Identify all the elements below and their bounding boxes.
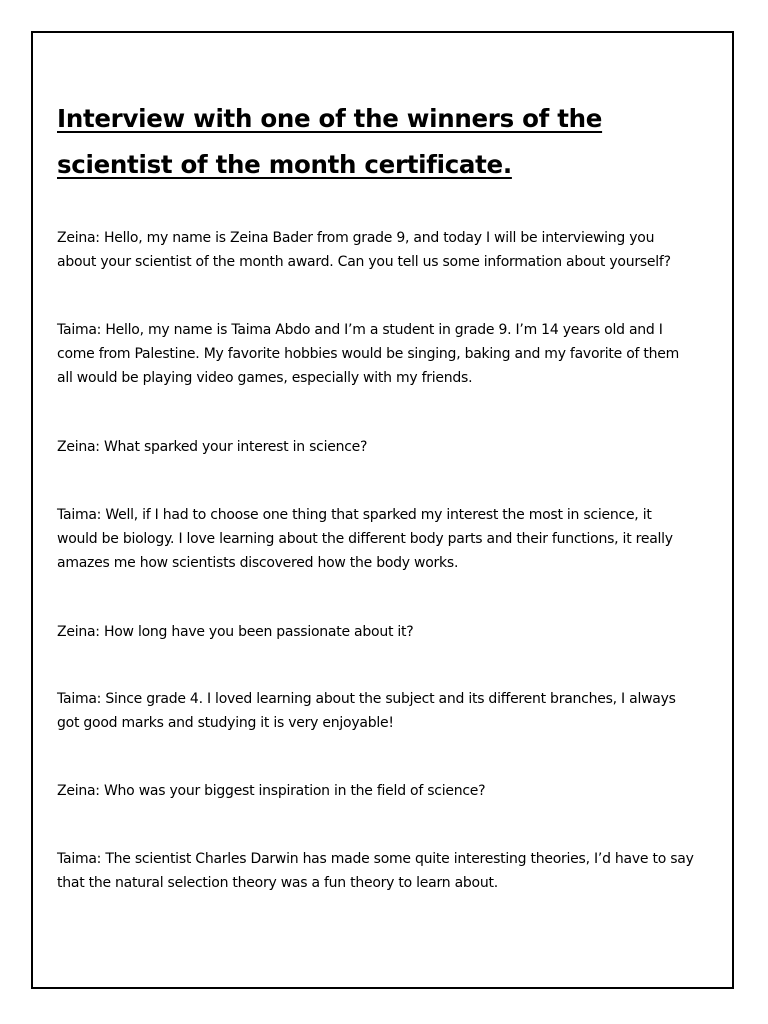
paragraph-line: got good marks and studying it is very enjoyable! [57, 715, 394, 731]
paragraph-line: Zeina: What sparked your interest in science? [57, 439, 368, 455]
paragraph-line: all would be playing video games, especially with my friends. [57, 370, 473, 386]
paragraph-line: Zeina: How long have you been passionate about it? [57, 624, 414, 640]
paragraph-line: that the natural selection theory was a fun theory to learn about. [57, 875, 498, 891]
paragraph-line: Taima: Since grade 4. I loved learning about the subject and its different branches, I always [57, 691, 676, 707]
title-line: scientist of the month certificate. [57, 150, 512, 179]
document-title [57, 96, 697, 188]
paragraph-line: Taima: Hello, my name is Taima Abdo and I’m a student in grade 9. I’m 14 years old and I [57, 322, 663, 338]
paragraph-zeina-question-2 [57, 620, 727, 644]
paragraph-line: about your scientist of the month award. Can you tell us some information about yourself? [57, 254, 671, 270]
paragraph-zeina-question-3 [57, 779, 727, 803]
paragraph-taima-answer-2 [57, 687, 727, 735]
paragraph-taima-answer-3 [57, 847, 727, 895]
paragraph-line: Taima: The scientist Charles Darwin has made some quite interesting theories, I’d have to say [57, 851, 694, 867]
paragraph-taima-intro [57, 318, 727, 390]
paragraph-line: Taima: Well, if I had to choose one thing that sparked my interest the most in science, it [57, 507, 652, 523]
paragraph-line: would be biology. I love learning about the different body parts and their functions, it really [57, 531, 673, 547]
title-line: Interview with one of the winners of the [57, 104, 603, 133]
paragraph-line: Zeina: Who was your biggest inspiration in the field of science? [57, 783, 486, 799]
paragraph-line: amazes me how scientists discovered how the body works. [57, 555, 459, 571]
paragraph-line: Zeina: Hello, my name is Zeina Bader from grade 9, and today I will be interviewing you [57, 230, 655, 246]
paragraph-zeina-question-1 [57, 435, 727, 459]
paragraph-line: come from Palestine. My favorite hobbies would be singing, baking and my favorite of them [57, 346, 680, 362]
paragraph-taima-answer-1 [57, 503, 727, 575]
paragraph-zeina-intro [57, 226, 727, 274]
